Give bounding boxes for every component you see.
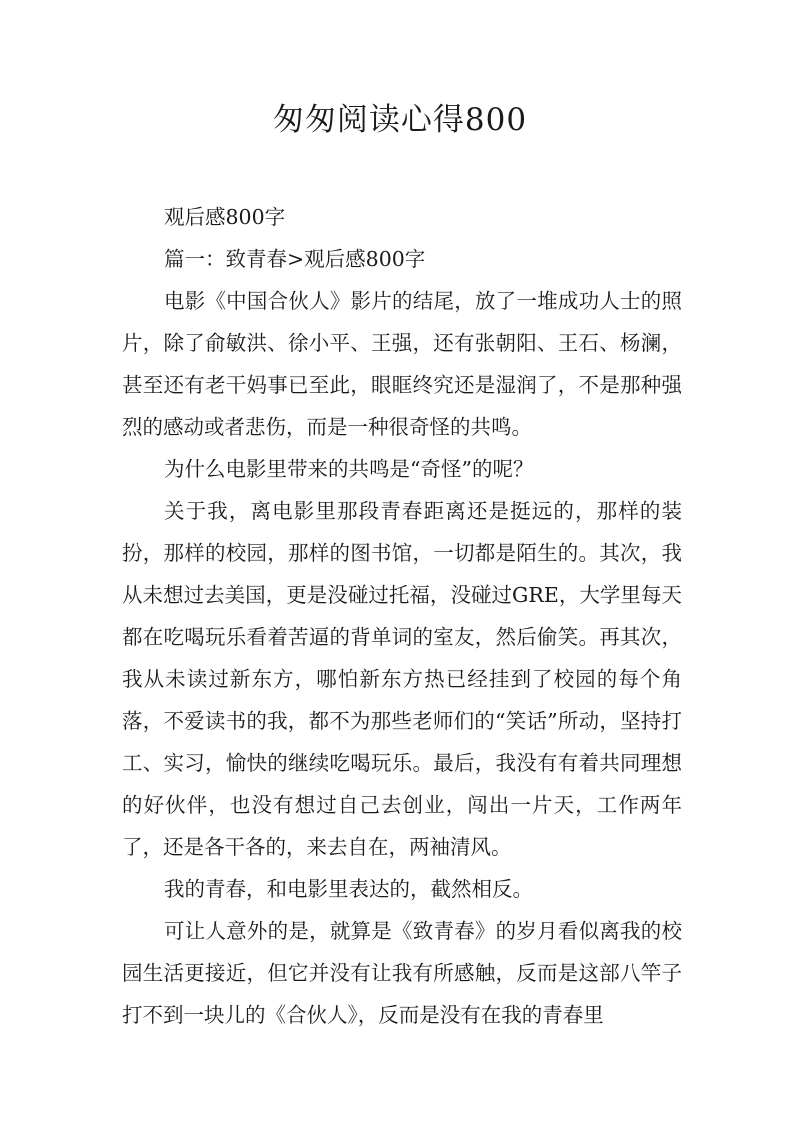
paragraph-body: 关于我，离电影里那段青春距离还是挺远的，那样的装扮，那样的校园，那样的图书馆，一切都是陌生的。其次，我从未想过去美国，更是没碰过托福，没碰过GRE，大学里每天都在吃喝玩乐看着苦逼的背单词的室友，然后偷笑。再其次，我从未读过新东方，哪怕新东方热已经挂到了校园的每个角落，不爱读书的我，都不为那些老师们的“笑话”所动，坚持打工、实习，愉快的继续吃喝玩乐。最后，我没有有着共同理想的好伙伴，也没有想过自己去创业，闯出一片天，工作两年了，还是各干各的，来去自在，两袖清风。	[122, 499, 682, 859]
paragraph-chapter-heading: 篇一：致青春>观后感800字	[164, 247, 426, 271]
paragraph-body: 为什么电影里带来的共鸣是“奇怪”的呢？	[164, 457, 534, 481]
document-body	[122, 196, 682, 1036]
paragraph-body: 电影《中国合伙人》影片的结尾，放了一堆成功人士的照片，除了俞敏洪、徐小平、王强，还有张朝阳、王石、杨澜，甚至还有老干妈事已至此，眼眶终究还是湿润了，不是那种强烈的感动或者悲伤，而是一种很奇怪的共鸣。	[122, 289, 682, 439]
paragraph-body: 可让人意外的是，就算是《致青春》的岁月看似离我的校园生活更接近，但它并没有让我有所感触，反而是这部八竿子打不到一块儿的《合伙人》，反而是没有在我的青春里	[122, 919, 682, 1027]
paragraph-body: 我的青春，和电影里表达的，截然相反。	[164, 877, 533, 901]
paragraph-subtitle: 观后感800字	[164, 205, 286, 229]
document-title: 匆匆阅读心得800	[272, 102, 528, 138]
